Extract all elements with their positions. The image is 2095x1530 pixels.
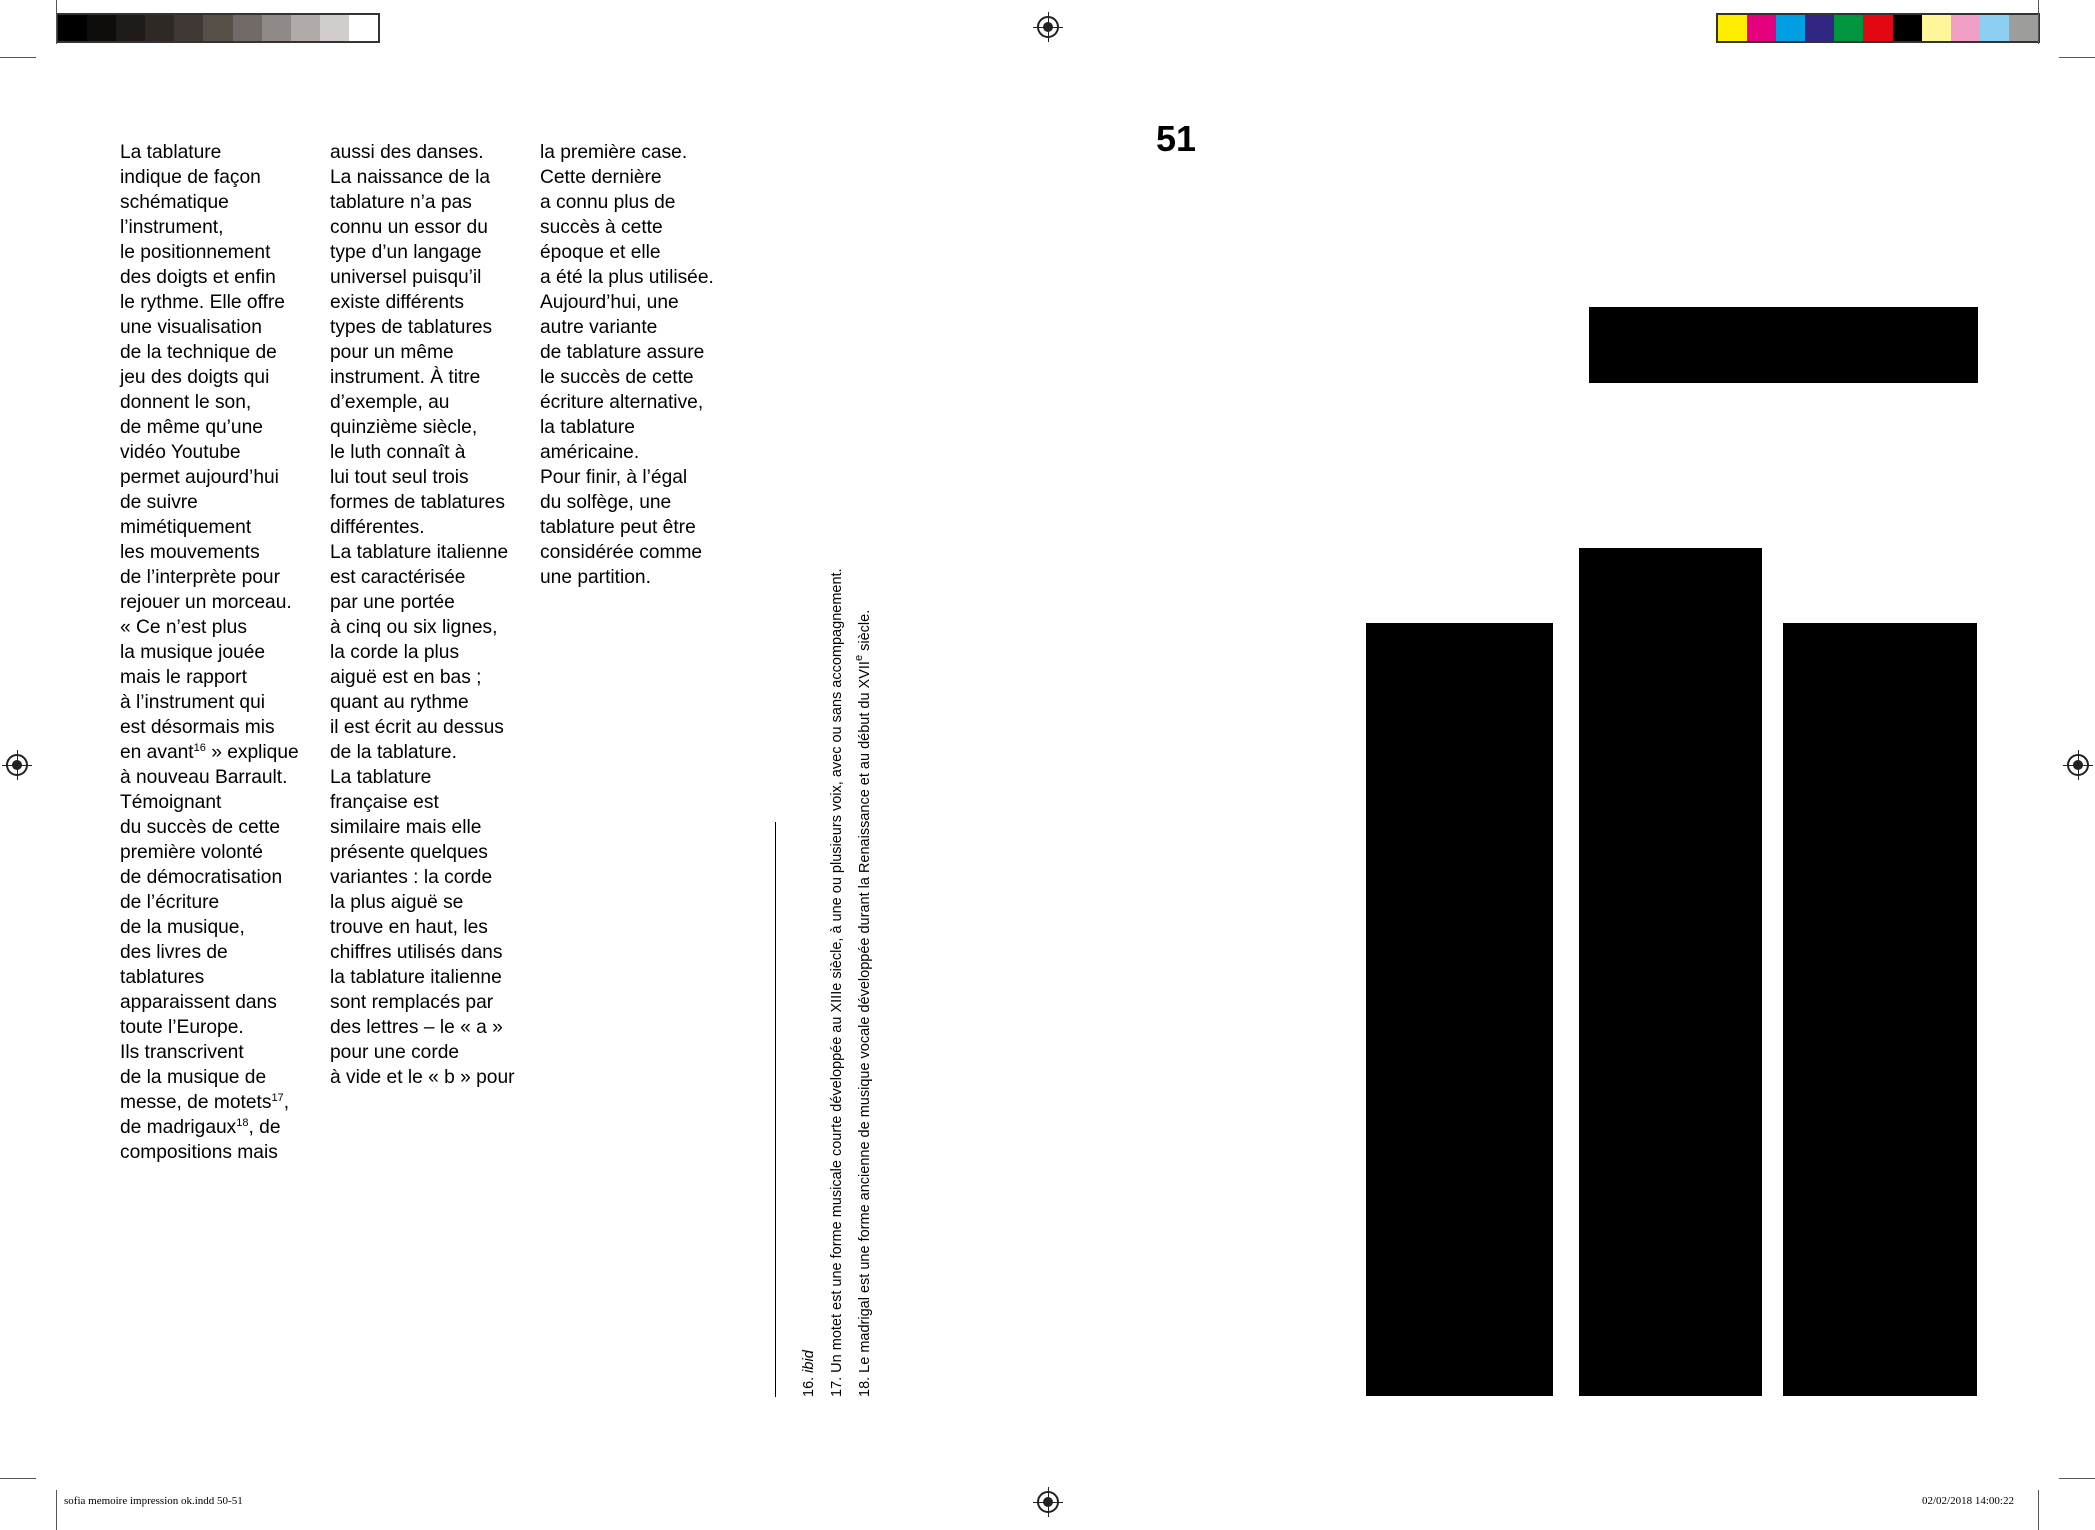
color-swatch: [1834, 15, 1863, 41]
graphic-bar-top: [1589, 307, 1978, 383]
color-swatch: [1980, 15, 2009, 41]
crop-mark: [2059, 57, 2095, 58]
footnote-ref-16[interactable]: 16: [193, 742, 206, 754]
crop-mark: [2038, 0, 2039, 44]
graphic-bar-right: [1783, 623, 1977, 1396]
crop-mark: [56, 0, 57, 44]
color-swatch: [1922, 15, 1951, 41]
color-swatch: [291, 15, 320, 41]
footnote-ref-17[interactable]: 17: [271, 1092, 284, 1104]
color-swatch: [1776, 15, 1805, 41]
color-swatch: [320, 15, 349, 41]
slug-datetime: 02/02/2018 14:00:22: [1922, 1495, 2014, 1507]
crop-mark: [2059, 1478, 2095, 1479]
color-swatch: [349, 15, 378, 41]
color-swatch: [174, 15, 203, 41]
graphic-bar-middle: [1579, 548, 1762, 1396]
grayscale-color-bar: [56, 13, 380, 43]
crop-mark: [56, 1490, 57, 1530]
color-swatch: [116, 15, 145, 41]
registration-mark-icon: [1037, 16, 1059, 38]
color-swatch: [2009, 15, 2038, 41]
body-text-column-2: aussi des danses. La naissance de la tablature n’a pas connu un essor du type d’un langage universel puisqu’il existe différents types de tablatures pour un même instrument. À titre d’exemple, au quinzième siècle, le luth connaît à lui tout seul trois formes de tablatures différentes. La tablature italienne est caractérisée par une portée à cinq ou six lignes, la corde la plus aiguë est en bas ; quant au rythme il est écrit au dessus de la tablature. La tablature française est similaire mais elle présente quelques variantes : la corde la plus aiguë se trouve en haut, les chiffres utilisés dans la tablature italienne sont remplacés par des lettres – le « a » pour une corde à vide et le « b » pour: [330, 142, 515, 1088]
footnote-17: 17. Un motet est une forme musicale courte développée au XIIIe siècle, à une ou plusieurs voix, avec ou sans accompagnement.: [829, 568, 845, 1397]
color-swatch: [233, 15, 262, 41]
color-swatch: [1747, 15, 1776, 41]
crop-mark: [0, 57, 36, 58]
footnote-18: 18. Le madrigal est une forme ancienne de musique vocale développée durant la Renaissance et au début du XVIIe siècle.: [853, 609, 873, 1397]
footnote-16: 16. ibid: [801, 1350, 817, 1397]
graphic-bar-left: [1366, 623, 1553, 1396]
body-text-column-1: La tablature indique de façon schématique l’instrument, le positionnement des doigts et enfin le rythme. Elle offre une visualisation de la technique de jeu des doigts qui donnent le son, de même qu’une vidéo Youtube permet aujourd’hui de suivre mimétiquement les mouvements de l’interprète pour rejouer un morceau. « Ce n’est plus la musique jouée mais le rapport à l’instrument qui est désormais mis en avant$^{16}$ » explique à nouveau Barrault. Témoignant du succès de cette première volonté de démocratisation de l’écriture de la musique, des livres de tablatures apparaissent dans toute l’Europe. Ils transcrivent de la musique de messe, de motets$^{17}$, de madrigaux$^{18}$, de compositions mais: [120, 142, 299, 1163]
registration-mark-icon: [6, 754, 28, 776]
registration-mark-icon: [1037, 1491, 1059, 1513]
color-swatch: [1893, 15, 1922, 41]
crop-mark: [2038, 1490, 2039, 1530]
color-swatch: [87, 15, 116, 41]
color-swatch: [1718, 15, 1747, 41]
footnote-ref-18[interactable]: 18: [236, 1117, 249, 1129]
color-swatch: [1863, 15, 1892, 41]
footnotes: [795, 568, 879, 1397]
body-text-column-3: la première case. Cette dernière a connu plus de succès à cette époque et elle a été la plus utilisée. Aujourd’hui, une autre variante de tablature assure le succès de cette écriture alternative, la tablature américaine. Pour finir, à l’égal du solfège, une tablature peut être considérée comme une partition.: [540, 142, 714, 588]
color-swatch: [203, 15, 232, 41]
crop-mark: [0, 1478, 36, 1479]
registration-mark-icon: [2067, 754, 2089, 776]
process-color-bar: [1716, 13, 2040, 43]
color-swatch: [262, 15, 291, 41]
slug-filename: sofia memoire impression ok.indd 50-51: [64, 1495, 243, 1507]
color-swatch: [1805, 15, 1834, 41]
color-swatch: [1951, 15, 1980, 41]
color-swatch: [145, 15, 174, 41]
page-number: 51: [1156, 118, 1197, 159]
footnote-rule: [775, 822, 776, 1397]
color-swatch: [58, 15, 87, 41]
